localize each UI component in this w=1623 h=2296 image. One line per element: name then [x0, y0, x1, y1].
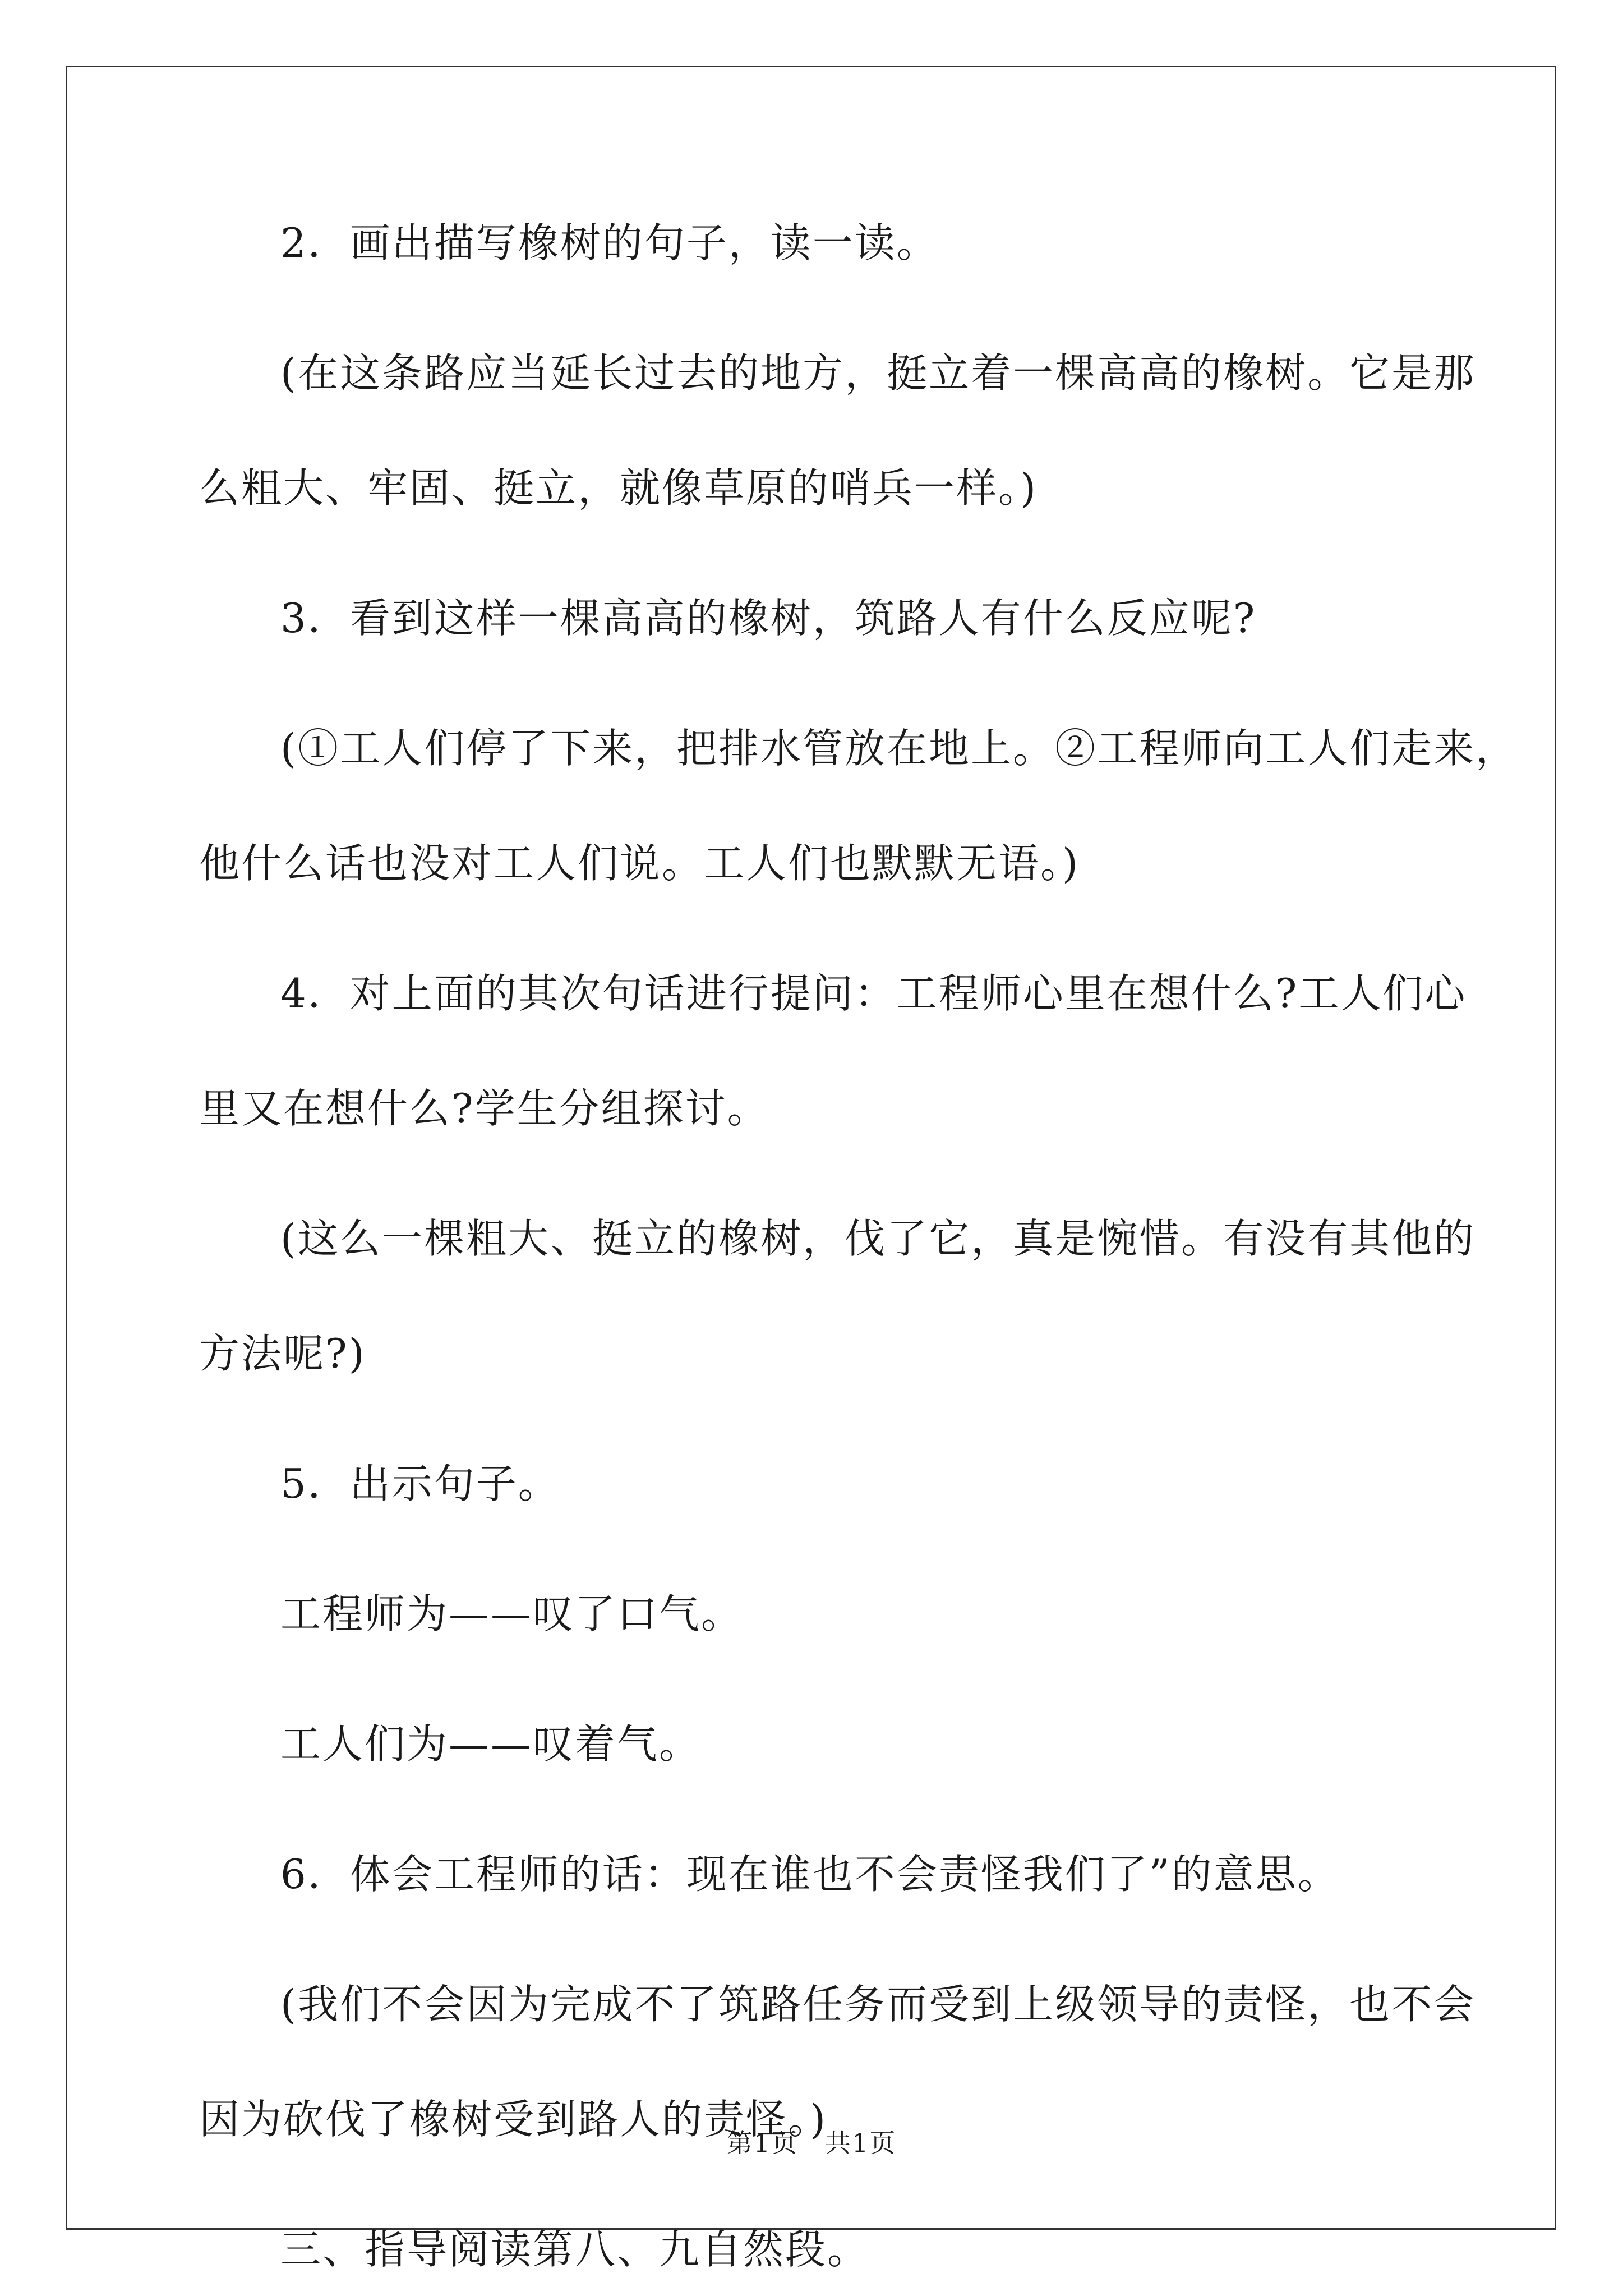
paragraph-workers-reaction-line-1: (①工人们停了下来，把排水管放在地上。②工程师向工人们走来，	[280, 725, 1518, 772]
paragraph-step-4-line-2: 里又在想什么?学生分组探讨。	[199, 1085, 769, 1132]
paragraph-step-4-line-1: 4．对上面的其次句话进行提问：工程师心里在想什么?工人们心	[280, 970, 1467, 1017]
paragraph-pity-line-1: (这么一棵粗大、挺立的橡树，伐了它，真是惋惜。有没有其他的	[280, 1215, 1476, 1262]
paragraph-oak-description-line-1: (在这条路应当延长过去的地方，挺立着一棵高高的橡树。它是那	[280, 349, 1476, 397]
paragraph-section-three: 三、指导阅读第八、九自然段。	[280, 2226, 870, 2273]
paragraph-step-3: 3．看到这样一棵高高的橡树，筑路人有什么反应呢?	[280, 595, 1257, 642]
paragraph-step-5: 5．出示句子。	[280, 1460, 560, 1507]
paragraph-workers-sigh: 工人们为——叹着气。	[280, 1720, 702, 1768]
document-body	[199, 216, 1518, 2276]
paragraph-pity-line-2: 方法呢?)	[199, 1330, 366, 1377]
paragraph-workers-reaction-line-2: 他什么话也没对工人们说。工人们也默默无语。)	[199, 840, 1080, 887]
paragraph-step-6: 6．体会工程师的话：现在谁也不会责怪我们了”的意思。	[280, 1851, 1340, 1898]
paragraph-engineer-sigh: 工程师为——叹了口气。	[280, 1590, 744, 1637]
paragraph-step-2: 2．画出描写橡树的句子，读一读。	[280, 219, 939, 266]
paragraph-blame-line-1: (我们不会因为完成不了筑路任务而受到上级领导的责怪，也不会	[280, 1981, 1476, 2028]
paragraph-oak-description-line-2: 么粗大、牢固、挺立，就像草原的哨兵一样。)	[199, 464, 1038, 512]
page-number-footer: 第1页 共1页	[726, 2128, 897, 2158]
paragraph-blame-line-2: 因为砍伐了橡树受到路人的责怪。)	[199, 2096, 828, 2143]
